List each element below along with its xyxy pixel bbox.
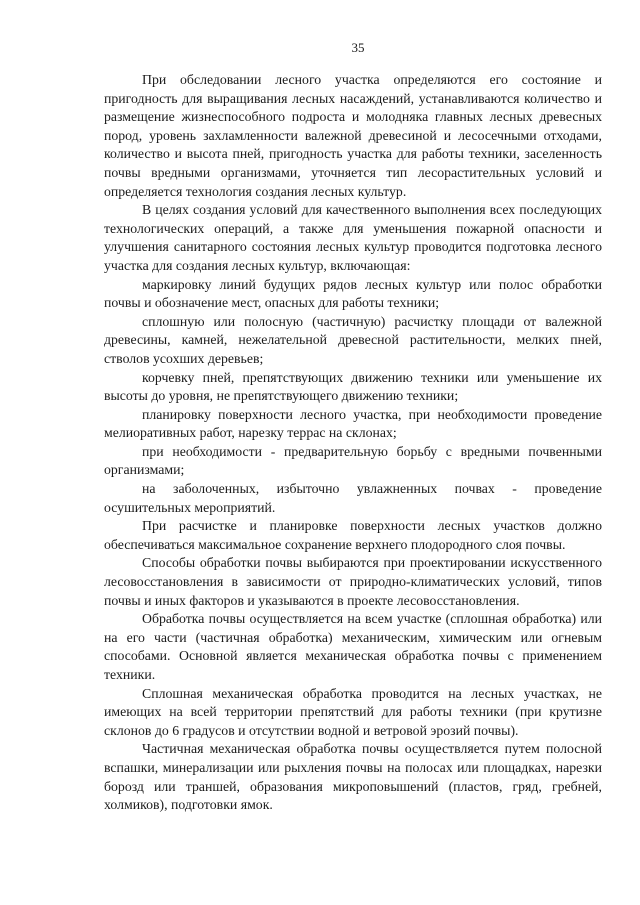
paragraph-tillage-types: Обработка почвы осуществляется на всем участке (сплошная обработка) или на его части (частичная обработка) механическим, химическим или огневым способами. Основной является механическая обработка почвы с применением техники. (104, 611, 602, 682)
list-item-leveling: планировку поверхности лесного участка, при необходимости проведение мелиоративных работ, нарезку террас на склонах; (104, 406, 602, 441)
list-item-stump-removal: корчевку пней, препятствующих движению техники или уменьшение их высоты до уровня, не препятствующего движению техники; (104, 369, 602, 404)
paragraph-partial-tillage: Частичная механическая обработка почвы осуществляется путем полосной вспашки, минерализации или рыхления почвы на полосах или площадках, нарезки борозд или траншей, образования микроповышений (пластов, гряд, гребней, холмиков), подготовки ямок. (104, 741, 602, 813)
paragraph-continuous-tillage: Сплошная механическая обработка проводится на лесных участках, не имеющих на всей территории препятствий для работы техники (при крутизне склонов до 6 градусов и отсутствии водной и ветровой эрозий почвы). (104, 685, 602, 738)
list-item-pest-control: при необходимости - предварительную борьбу с вредными почвенными организмами; (104, 443, 602, 478)
list-item-drainage: на заболоченных, избыточно увлажненных почвах - проведение осушительных мероприятий. (104, 481, 602, 515)
paragraph-tillage-methods: Способы обработки почвы выбираются при проектировании искусственного лесовосстановления в зависимости от природно-климатических условий, типов почвы и иных факторов и указываются в проекте лесовосстановления. (104, 555, 602, 608)
paragraph-preparation-intro: В целях создания условий для качественного выполнения всех последующих технологических операций, а также для уменьшения пожарной опасности и улучшения санитарного состояния лесных культур проводится подготовка лесного участка для создания лесных культур, включающая: (104, 202, 602, 273)
list-item-clearing: сплошную или полосную (частичную) расчистку площади от валежной древесины, камней, нежелательной древесной растительности, мелких пней, стволов усохших деревьев; (104, 313, 602, 366)
document-body (104, 71, 602, 815)
page-number: 35 (351, 40, 365, 55)
paragraph-survey: При обследовании лесного участка определяются его состояние и пригодность для выращивания лесных насаждений, устанавливаются количество и размещение жизнеспособного подроста и молодняка главных лесных древесных пород, уровень захламленности валежной древесиной и лесосечными отходами, количество и высота пней, пригодность участка для работы техники, заселенность почвы вредными организмами, уточняется тип лесорастительных условий и определяется технология создания лесных культур. (104, 72, 602, 199)
list-item-marking: маркировку линий будущих рядов лесных культур или полос обработки почвы и обозначение мест, опасных для работы техники; (104, 276, 602, 311)
paragraph-topsoil-preservation: При расчистке и планировке поверхности лесных участков должно обеспечиваться максимальное сохранение верхнего плодородного слоя почвы. (104, 518, 602, 552)
